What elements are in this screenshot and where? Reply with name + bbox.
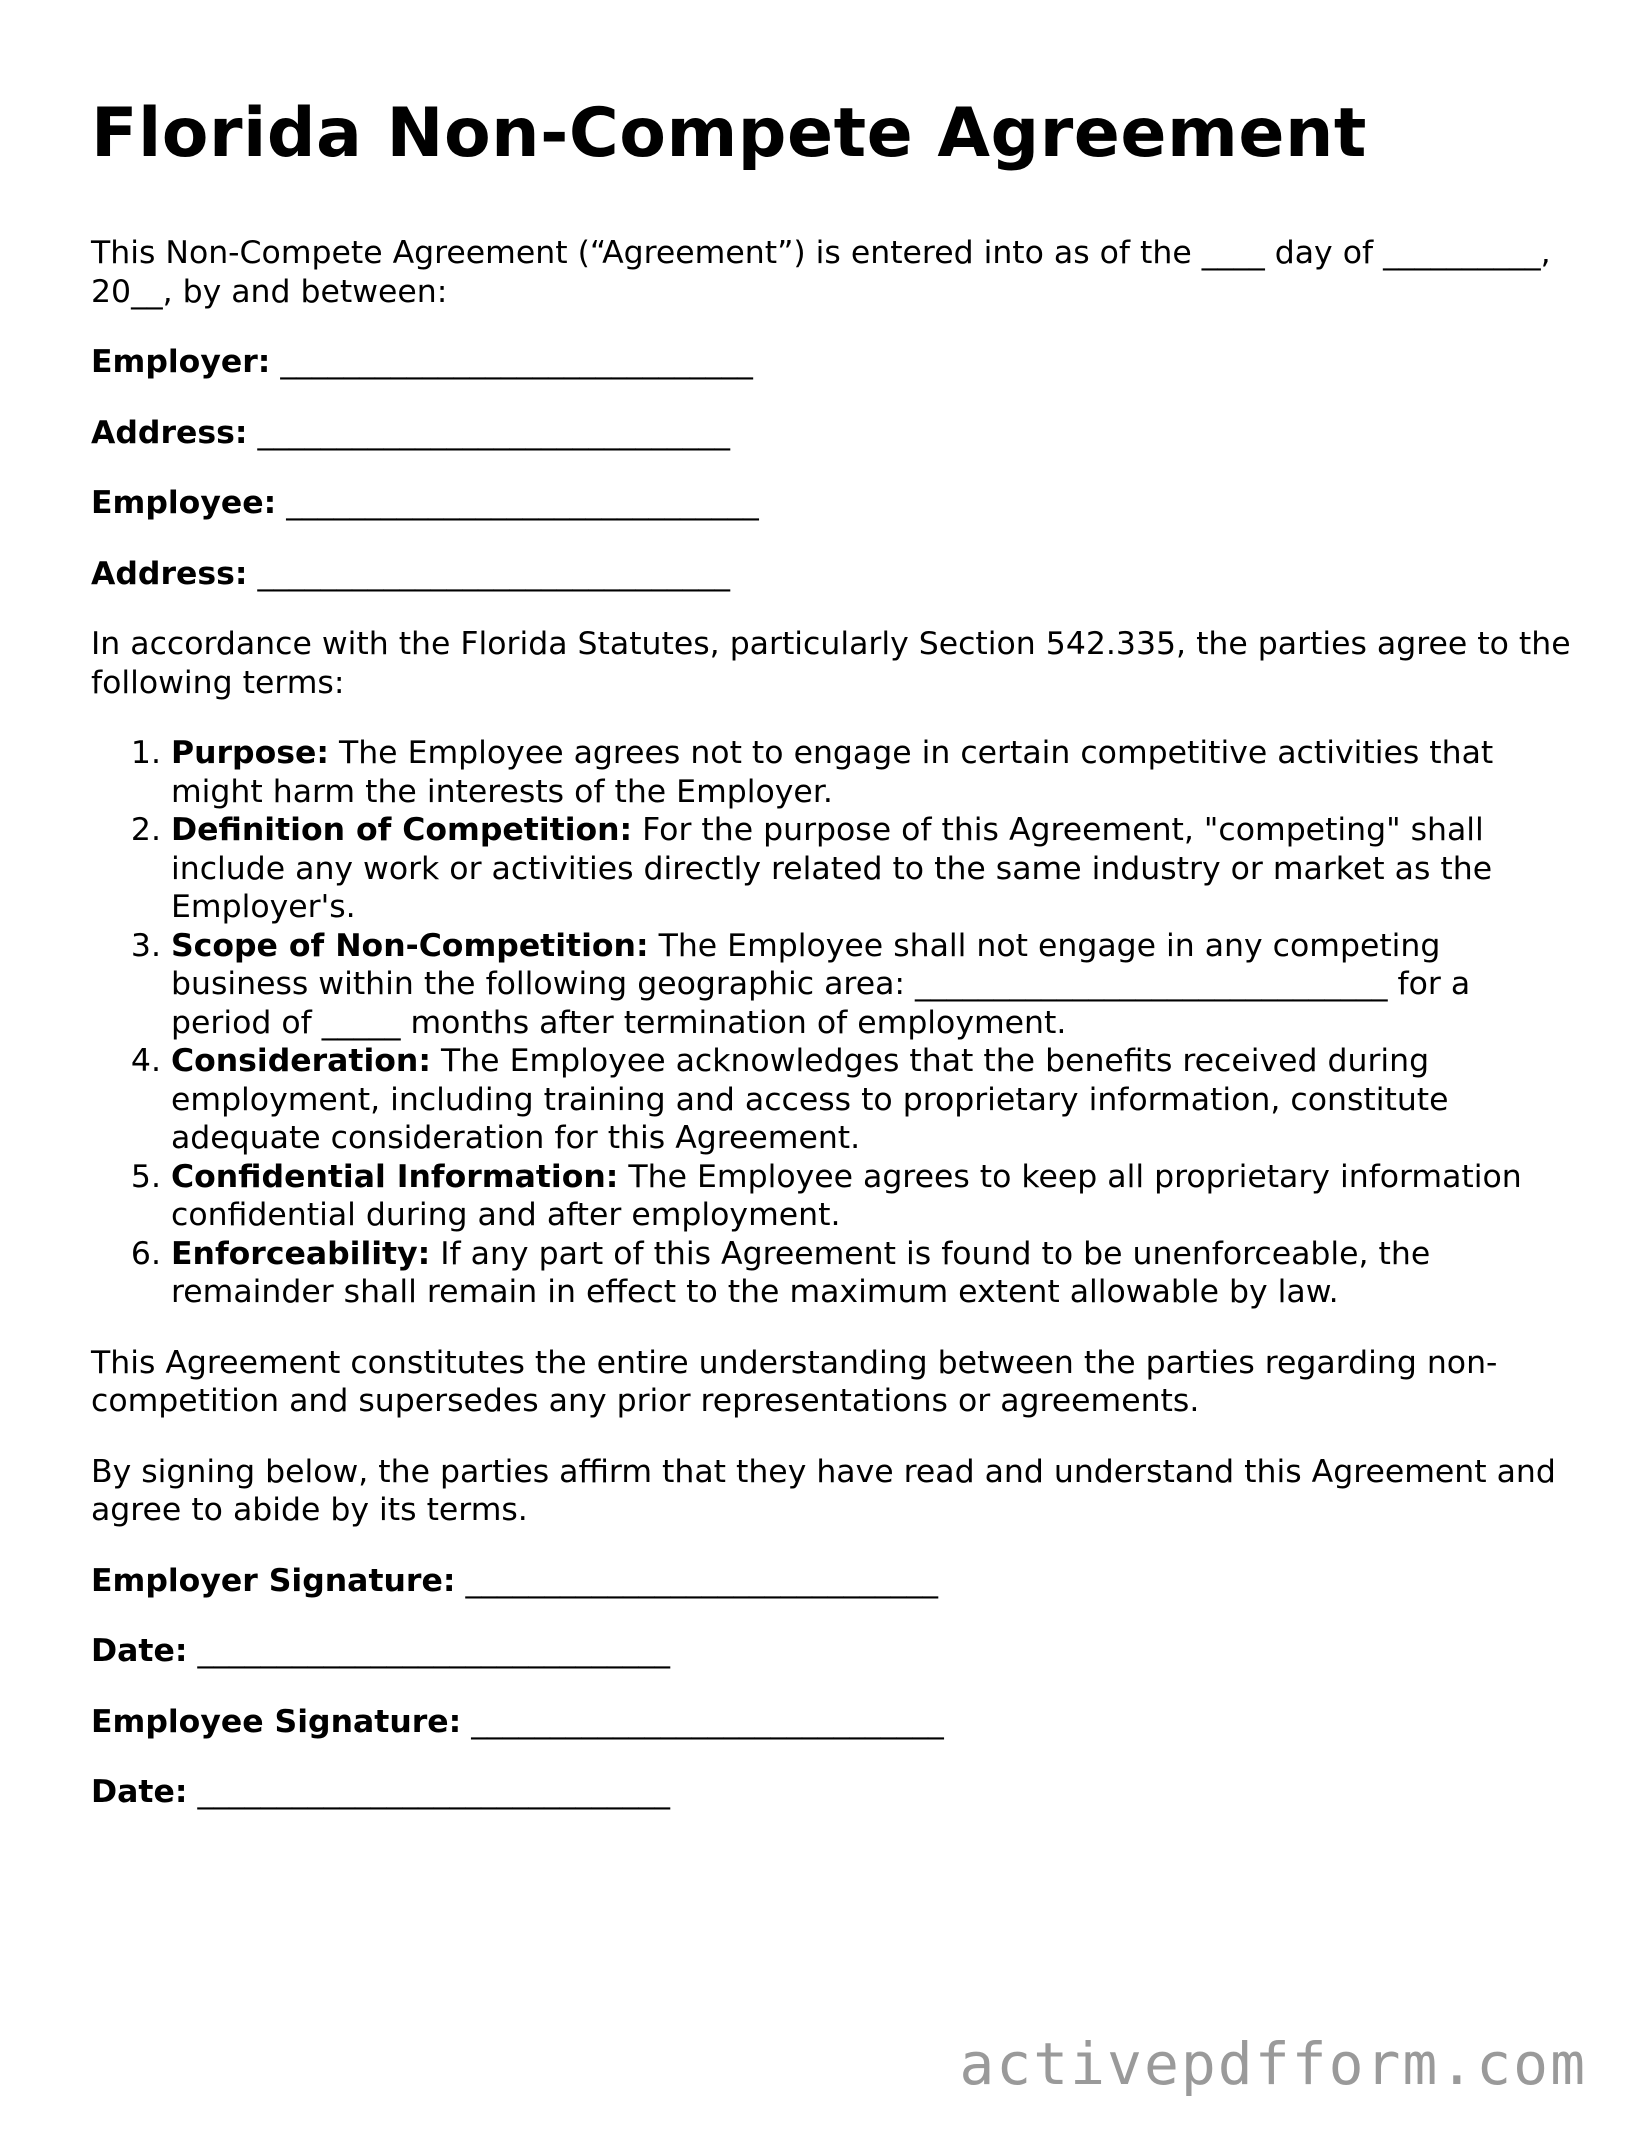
employer-blank[interactable]: ______________________________ <box>280 344 753 380</box>
closing-paragraph-entire-agreement: This Agreement constitutes the entire understanding between the parties regarding non-competition and supersedes any prior representations or agreements. <box>91 1344 1498 1419</box>
term-scope <box>171 927 1571 1043</box>
term-heading: Enforceability: <box>171 1235 431 1272</box>
statute-paragraph: In accordance with the Florida Statutes, particularly Section 542.335, the parties agree to the following terms: <box>91 626 1571 701</box>
employee-label: Employee: <box>91 485 277 521</box>
term-purpose <box>171 734 1571 811</box>
term-heading: Purpose: <box>171 735 329 771</box>
intro-paragraph: This Non-Compete Agreement (“Agreement”) is entered into as of the ____ day of __________, 20__, by and between: <box>91 235 1551 310</box>
employer-address-label: Address: <box>91 414 248 451</box>
term-text: For the purpose of this Agreement, "competing" shall include any work or activities directly related to the same industry or market as the Employer's. <box>171 812 1493 925</box>
terms-list <box>91 734 1571 1312</box>
employer-signature-label: Employer Signature: <box>91 1562 456 1599</box>
employee-field <box>91 484 1571 523</box>
employee-blank[interactable]: ______________________________ <box>286 485 759 521</box>
term-heading: Consideration: <box>171 1043 431 1079</box>
employee-date-label: Date: <box>91 1774 188 1810</box>
term-confidential <box>171 1158 1571 1235</box>
employee-signature-blank[interactable]: ______________________________ <box>471 1703 944 1740</box>
employee-date-field <box>91 1773 1571 1812</box>
term-text: The Employee agrees to keep all proprietary information confidential during and after employment. <box>171 1158 1522 1233</box>
employer-address-field <box>91 414 1571 453</box>
watermark: activepdfform.com <box>959 2030 1587 2098</box>
employer-signature-field <box>91 1562 1571 1601</box>
term-text: If any part of this Agreement is found to be unenforceable, the remainder shall remain in effect to the maximum extent allowable by law. <box>171 1235 1431 1310</box>
term-definition <box>171 811 1571 927</box>
term-consideration <box>171 1042 1571 1158</box>
employee-signature-label: Employee Signature: <box>91 1703 462 1740</box>
document-page <box>91 94 1571 1812</box>
term-heading: Scope of Non-Competition: <box>171 927 649 964</box>
closing-paragraph-affirmation: By signing below, the parties affirm that they have read and understand this Agreement and agree to abide by its terms. <box>91 1453 1556 1528</box>
term-heading: Confidential Information: <box>171 1158 619 1195</box>
term-text: The Employee agrees not to engage in certain competitive activities that might harm the interests of the Employer. <box>171 735 1494 810</box>
employee-date-blank[interactable]: ______________________________ <box>197 1774 670 1810</box>
employer-label: Employer: <box>91 344 271 380</box>
employee-address-blank[interactable]: ______________________________ <box>257 555 730 592</box>
employee-address-field <box>91 555 1571 594</box>
term-text: The Employee acknowledges that the benefits received during employment, including training and access to proprietary information, constitute adequate consideration for this Agreement. <box>171 1043 1449 1156</box>
employee-address-label: Address: <box>91 555 248 592</box>
employer-address-blank[interactable]: ______________________________ <box>257 414 730 451</box>
employer-field <box>91 343 1571 382</box>
employer-signature-blank[interactable]: ______________________________ <box>465 1562 938 1599</box>
term-heading: Definition of Competition: <box>171 812 633 848</box>
employer-date-blank[interactable]: ______________________________ <box>197 1633 670 1669</box>
employee-signature-field <box>91 1703 1571 1742</box>
employer-date-label: Date: <box>91 1633 188 1669</box>
term-text: The Employee shall not engage in any competing business within the following geographic area: ______________________________ for a period of _____ months after termination of employment. <box>171 927 1471 1041</box>
document-title: Florida Non-Compete Agreement <box>91 94 1367 173</box>
term-enforceability <box>171 1235 1571 1312</box>
employer-date-field <box>91 1632 1571 1671</box>
